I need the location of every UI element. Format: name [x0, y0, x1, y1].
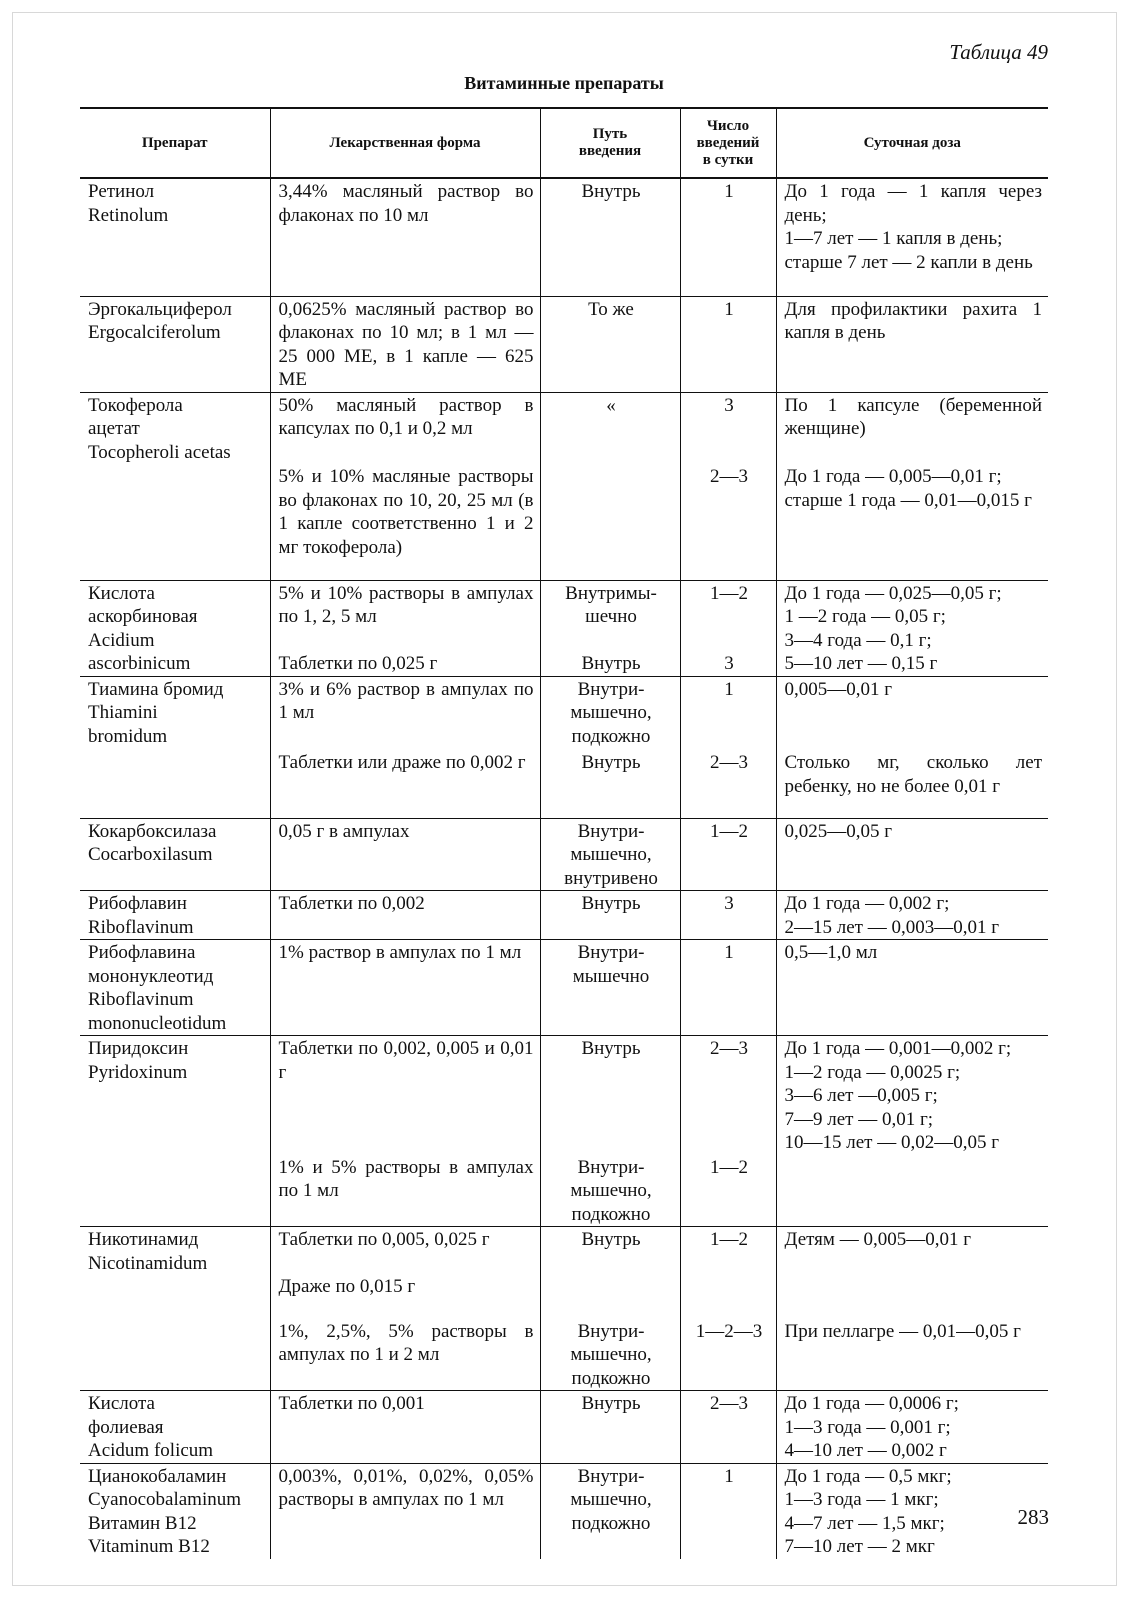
cell-route: Внутри- мышечно, подкожно	[540, 1319, 680, 1391]
cell-drug: Кокарбоксилаза Cocarboxilasum	[80, 818, 270, 891]
cell-dose	[776, 1155, 1048, 1227]
cell-times: 2—3	[680, 750, 776, 818]
table-header	[80, 108, 1048, 178]
cell-form: 0,05 г в ампулах	[270, 818, 540, 891]
table-body	[80, 178, 1048, 1559]
cell-times: 3	[680, 891, 776, 940]
cell-route: Внутрь	[540, 1391, 680, 1464]
cell-times: 1	[680, 1463, 776, 1559]
cell-drug: Эргокальциферол Ergocalciferolum	[80, 296, 270, 392]
cell-dose: До 1 года — 0,002 г; 2—15 лет — 0,003—0,01 г	[776, 891, 1048, 940]
cell-dose: 0,5—1,0 мл	[776, 940, 1048, 1036]
cell-route: Внутри- мышечно, подкожно	[540, 676, 680, 750]
table-row	[80, 676, 1048, 750]
cell-form: Таблетки по 0,005, 0,025 г Драже по 0,015 г	[270, 1227, 540, 1319]
cell-route: Внутримы- шечно Внутрь	[540, 580, 680, 676]
cell-dose: До 1 года — 1 капля через день; 1—7 лет — 1 капля в день; старше 7 лет — 2 капли в день	[776, 178, 1048, 296]
cell-form: 5% и 10% масляные растворы во флаконах по 10, 20, 25 мл (в 1 капле соответственно 1 и 2 мг токоферола)	[270, 464, 540, 580]
cell-drug: Рибофлавин Riboflavinum	[80, 891, 270, 940]
cell-form: Таблетки или драже по 0,002 г	[270, 750, 540, 818]
cell-route: Внутрь	[540, 891, 680, 940]
cell-dose: 0,005—0,01 г	[776, 676, 1048, 750]
cell-times: 1—2—3	[680, 1319, 776, 1391]
cell-drug: Рибофлавина мононуклеотид Riboflavinum mononucleotidum	[80, 940, 270, 1036]
cell-form: 1% и 5% растворы в ампулах по 1 мл	[270, 1155, 540, 1227]
cell-drug: Цианокобаламин Cyanocobalaminum Витамин B12 Vitaminum B12	[80, 1463, 270, 1559]
cell-dose: Столько мг, сколько лет ребенку, но не более 0,01 г	[776, 750, 1048, 818]
table-row	[80, 940, 1048, 1036]
header-route: Путь введения	[540, 108, 680, 178]
cell-times: 1—2	[680, 1155, 776, 1227]
table-row	[80, 580, 1048, 676]
cell-route: Внутрь	[540, 178, 680, 296]
page-number: 283	[1017, 1505, 1049, 1529]
cell-form: Таблетки по 0,001	[270, 1391, 540, 1464]
cell-dose: До 1 года — 0,025—0,05 г; 1 —2 года — 0,05 г; 3—4 года — 0,1 г; 5—10 лет — 0,15 г	[776, 580, 1048, 676]
table-row	[80, 1036, 1048, 1155]
cell-route: Внутрь	[540, 750, 680, 818]
table-row	[80, 818, 1048, 891]
table-row	[80, 1155, 1048, 1227]
cell-form: 3% и 6% раствор в ампулах по 1 мл	[270, 676, 540, 750]
cell-route	[540, 464, 680, 580]
cell-form: 1%, 2,5%, 5% растворы в ампулах по 1 и 2 мл	[270, 1319, 540, 1391]
table-row	[80, 392, 1048, 464]
cell-drug: Кислота аскорбиновая Acidium ascorbinicum	[80, 580, 270, 676]
table-title: Витаминные препараты	[464, 73, 664, 93]
cell-dose: 0,025—0,05 г	[776, 818, 1048, 891]
cell-times: 1	[680, 296, 776, 392]
cell-times: 3	[680, 392, 776, 464]
cell-route: Внутри- мышечно, подкожно	[540, 1463, 680, 1559]
cell-times: 2—3	[680, 1036, 776, 1155]
cell-form: 0,003%, 0,01%, 0,02%, 0,05% растворы в ампулах по 1 мл	[270, 1463, 540, 1559]
cell-times: 2—3	[680, 464, 776, 580]
cell-dose: По 1 капсуле (беременной женщине)	[776, 392, 1048, 464]
vitamin-table	[80, 107, 1048, 1559]
header-dose: Суточная доза	[776, 108, 1048, 178]
cell-form: 5% и 10% растворы в ампулах по 1, 2, 5 мл Таблетки по 0,025 г	[270, 580, 540, 676]
table-label: Таблица 49	[949, 40, 1048, 64]
cell-route: Внутри- мышечно	[540, 940, 680, 1036]
cell-form: 0,0625% масляный раствор во флаконах по 10 мл; в 1 мл — 25 000 МЕ, в 1 капле — 625 МЕ	[270, 296, 540, 392]
cell-times: 1	[680, 178, 776, 296]
table-row	[80, 1319, 1048, 1391]
cell-drug: Кислота фолиевая Acidum folicum	[80, 1391, 270, 1464]
cell-times: 1—2 3	[680, 580, 776, 676]
cell-route: «	[540, 392, 680, 464]
cell-dose: До 1 года — 0,005—0,01 г; старше 1 года — 0,01—0,015 г	[776, 464, 1048, 580]
cell-dose: Детям — 0,005—0,01 г	[776, 1227, 1048, 1319]
cell-times: 1—2	[680, 818, 776, 891]
header-form: Лекарственная форма	[270, 108, 540, 178]
cell-dose: До 1 года — 0,001—0,002 г; 1—2 года — 0,0025 г; 3—6 лет —0,005 г; 7—9 лет — 0,01 г; 10—15 лет — 0,02—0,05 г	[776, 1036, 1048, 1155]
cell-drug: Никотинамид Nicotinamidum	[80, 1227, 270, 1319]
table-row	[80, 464, 1048, 580]
table-row	[80, 1391, 1048, 1464]
table-row	[80, 1227, 1048, 1319]
cell-route: Внутрь	[540, 1227, 680, 1319]
cell-times: 1—2	[680, 1227, 776, 1319]
cell-form: Таблетки по 0,002, 0,005 и 0,01 г	[270, 1036, 540, 1155]
header-times: Число введений в сутки	[680, 108, 776, 178]
cell-drug	[80, 1319, 270, 1391]
table-row	[80, 891, 1048, 940]
header-drug: Препарат	[80, 108, 270, 178]
cell-form: 50% масляный раствор в капсулах по 0,1 и 0,2 мл	[270, 392, 540, 464]
cell-drug: Пиридоксин Pyridoxinum	[80, 1036, 270, 1155]
cell-dose: При пеллагре — 0,01—0,05 г	[776, 1319, 1048, 1391]
cell-times: 2—3	[680, 1391, 776, 1464]
cell-drug	[80, 750, 270, 818]
cell-drug	[80, 464, 270, 580]
cell-dose: До 1 года — 0,5 мкг; 1—3 года — 1 мкг; 4—7 лет — 1,5 мкг; 7—10 лет — 2 мкг	[776, 1463, 1048, 1559]
cell-times: 1	[680, 940, 776, 1036]
cell-drug: Тиамина бромид Thiamini bromidum	[80, 676, 270, 750]
cell-times: 1	[680, 676, 776, 750]
cell-route: Внутри- мышечно, подкожно	[540, 1155, 680, 1227]
cell-dose: Для профилактики рахита 1 капля в день	[776, 296, 1048, 392]
table-row	[80, 178, 1048, 296]
table-row	[80, 296, 1048, 392]
cell-drug: Ретинол Retinolum	[80, 178, 270, 296]
cell-route: Внутрь	[540, 1036, 680, 1155]
cell-drug	[80, 1155, 270, 1227]
cell-form: 3,44% масляный раствор во флаконах по 10 мл	[270, 178, 540, 296]
cell-form: 1% раствор в ампулах по 1 мл	[270, 940, 540, 1036]
cell-dose: До 1 года — 0,0006 г; 1—3 года — 0,001 г; 4—10 лет — 0,002 г	[776, 1391, 1048, 1464]
table-row	[80, 750, 1048, 818]
cell-drug: Токоферола ацетат Tocopheroli acetas	[80, 392, 270, 464]
cell-route: То же	[540, 296, 680, 392]
cell-form: Таблетки по 0,002	[270, 891, 540, 940]
table-row	[80, 1463, 1048, 1559]
cell-route: Внутри- мышечно, внутривено	[540, 818, 680, 891]
